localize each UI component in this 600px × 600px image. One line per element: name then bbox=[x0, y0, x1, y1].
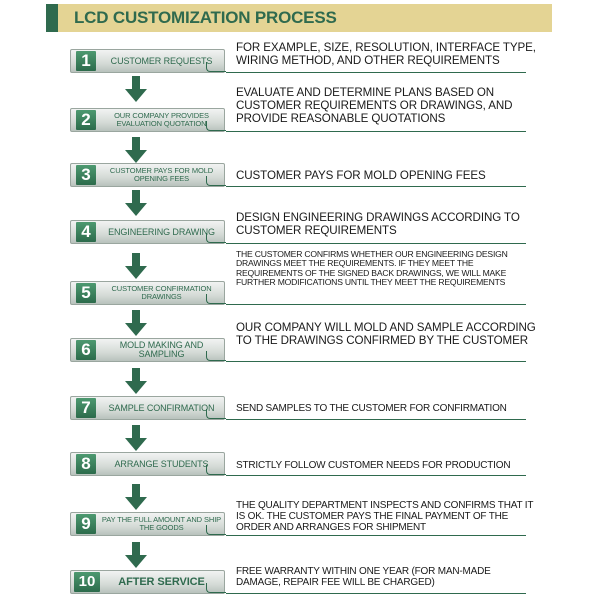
step-label: ENGINEERING DRAWING bbox=[108, 226, 215, 237]
step-number: 10 bbox=[74, 572, 100, 592]
step-underline bbox=[226, 72, 526, 73]
step-label: OUR COMPANY PROVIDES EVALUATION QUOTATION bbox=[114, 111, 209, 128]
step-number: 5 bbox=[76, 283, 96, 303]
step-number: 6 bbox=[76, 340, 96, 360]
step-badge bbox=[70, 512, 225, 536]
step-badge bbox=[70, 570, 225, 594]
header-tab bbox=[46, 4, 58, 32]
step-label: CUSTOMER CONFIRMATION DRAWINGS bbox=[111, 284, 212, 301]
down-arrow-icon bbox=[125, 310, 147, 336]
step-underline bbox=[226, 243, 526, 244]
down-arrow-icon bbox=[125, 368, 147, 394]
step-description: FREE WARRANTY WITHIN ONE YEAR (FOR MAN-MADE DAMAGE, REPAIR FEE WILL BE CHARGED) bbox=[236, 566, 491, 588]
down-arrow-icon bbox=[125, 425, 147, 451]
step-badge bbox=[70, 220, 225, 244]
step-connector bbox=[206, 465, 226, 475]
step-number: 3 bbox=[76, 165, 96, 185]
step-description: CUSTOMER PAYS FOR MOLD OPENING FEES bbox=[236, 169, 486, 182]
step-underline bbox=[226, 535, 526, 536]
step-badge bbox=[70, 338, 225, 362]
step-label: AFTER SERVICE bbox=[118, 576, 205, 588]
step-underline bbox=[226, 593, 526, 594]
step-connector bbox=[206, 409, 226, 419]
step-underline bbox=[226, 419, 526, 420]
step-label: CUSTOMER REQUESTS bbox=[110, 55, 213, 66]
down-arrow-icon bbox=[125, 137, 147, 163]
step-description: FOR EXAMPLE, SIZE, RESOLUTION, INTERFACE TYPE, WIRING METHOD, AND OTHER REQUIREMENTS bbox=[236, 41, 536, 67]
step-description: DESIGN ENGINEERING DRAWINGS ACCORDING TO CUSTOMER REQUIREMENTS bbox=[236, 211, 520, 237]
step-description: SEND SAMPLES TO THE CUSTOMER FOR CONFIRMATION bbox=[236, 403, 507, 414]
step-description: THE QUALITY DEPARTMENT INSPECTS AND CONFIRMS THAT IT IS OK. THE CUSTOMER PAYS THE FINAL PAYMENT OF THE ORDER AND ARRANGES FOR SHIPMENT bbox=[236, 500, 534, 533]
step-badge bbox=[70, 281, 225, 305]
step-badge bbox=[70, 49, 225, 73]
step-description: OUR COMPANY WILL MOLD AND SAMPLE ACCORDING TO THE DRAWINGS CONFIRMED BY THE CUSTOMER bbox=[236, 321, 536, 347]
page-title: LCD CUSTOMIZATION PROCESS bbox=[74, 8, 337, 27]
step-underline bbox=[226, 131, 526, 132]
step-connector bbox=[206, 176, 226, 186]
step-badge bbox=[70, 396, 225, 420]
step-number: 2 bbox=[76, 110, 96, 130]
step-connector bbox=[206, 294, 226, 304]
step-description: STRICTLY FOLLOW CUSTOMER NEEDS FOR PRODUCTION bbox=[236, 460, 511, 471]
down-arrow-icon bbox=[125, 484, 147, 510]
step-underline bbox=[226, 475, 526, 476]
step-label: CUSTOMER PAYS FOR MOLD OPENING FEES bbox=[109, 166, 214, 183]
step-badge bbox=[70, 108, 225, 132]
step-label: ARRANGE STUDENTS bbox=[114, 458, 209, 469]
step-connector bbox=[206, 121, 226, 131]
step-label: PAY THE FULL AMOUNT AND SHIP THE GOODS bbox=[101, 515, 222, 532]
step-description: THE CUSTOMER CONFIRMS WHETHER OUR ENGINEERING DESIGN DRAWINGS MEET THE REQUIREMENTS. IF THEY MEET THE REQUIREMENTS OF THE SIGNED BACK DRAWINGS, WE WILL MAKE FURTHER MODIFICATIONS UNTIL THEY MEET THE REQUIREMENTS bbox=[236, 249, 508, 288]
step-badge bbox=[70, 452, 225, 476]
step-number: 9 bbox=[76, 514, 96, 534]
down-arrow-icon bbox=[125, 76, 147, 102]
step-underline bbox=[226, 186, 526, 187]
step-connector bbox=[206, 583, 226, 593]
step-badge bbox=[70, 163, 225, 187]
down-arrow-icon bbox=[125, 542, 147, 568]
step-connector bbox=[206, 351, 226, 361]
step-number: 8 bbox=[76, 454, 96, 474]
step-connector bbox=[206, 62, 226, 72]
step-description: EVALUATE AND DETERMINE PLANS BASED ON CUSTOMER REQUIREMENTS OR DRAWINGS, AND PROVIDE REASONABLE QUOTATIONS bbox=[236, 86, 513, 125]
down-arrow-icon bbox=[125, 253, 147, 279]
step-connector bbox=[206, 233, 226, 243]
step-label: MOLD MAKING AND SAMPLING bbox=[119, 340, 204, 359]
step-number: 7 bbox=[76, 398, 96, 418]
step-connector bbox=[206, 525, 226, 535]
step-number: 4 bbox=[76, 222, 96, 242]
step-number: 1 bbox=[76, 51, 96, 71]
step-underline bbox=[226, 304, 526, 305]
down-arrow-icon bbox=[125, 190, 147, 216]
step-label: SAMPLE CONFIRMATION bbox=[108, 402, 215, 413]
step-underline bbox=[226, 361, 526, 362]
